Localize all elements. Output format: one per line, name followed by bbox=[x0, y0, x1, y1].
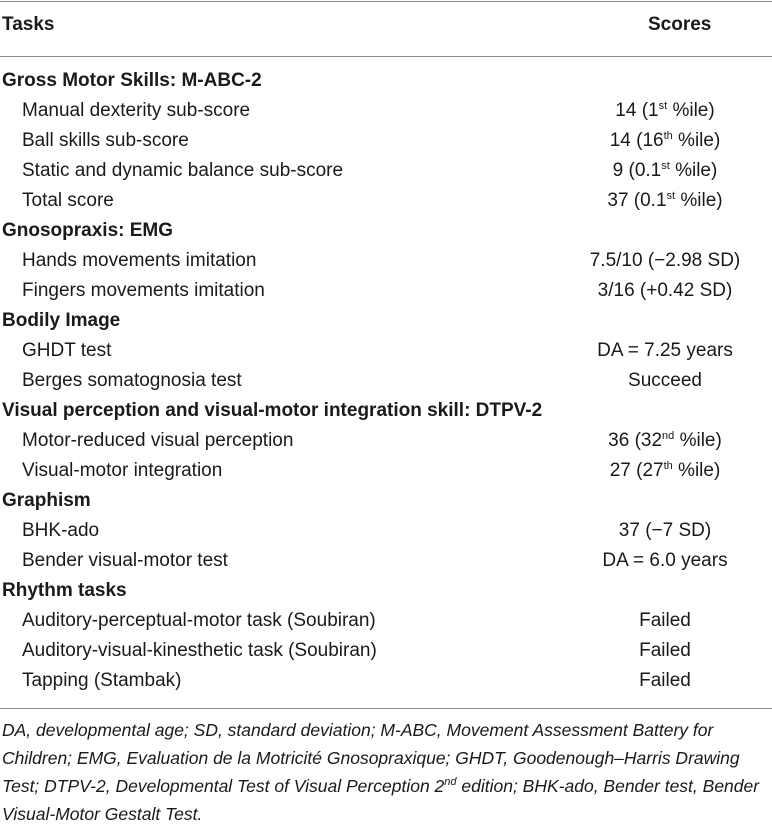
table-row bbox=[0, 96, 772, 126]
task-label: Tapping (Stambak) bbox=[22, 670, 182, 691]
score-percentile-text: %ile) bbox=[667, 100, 715, 121]
score-percentile-text: %ile) bbox=[675, 190, 723, 211]
section-title: Visual perception and visual-motor integration skill: DTPV-2 bbox=[2, 400, 543, 421]
header-bottom-rule bbox=[0, 56, 772, 57]
score-value bbox=[560, 456, 770, 486]
score-ordinal-suffix: th bbox=[663, 130, 673, 142]
score-value bbox=[560, 336, 770, 366]
footnote-text-part2: edition; BHK-ado, Bender test, Bender Visual-Motor Gestalt Test. bbox=[2, 776, 760, 824]
section-header-row bbox=[0, 306, 772, 336]
task-label: Static and dynamic balance sub-score bbox=[22, 160, 344, 181]
score-ordinal-suffix: nd bbox=[662, 430, 675, 442]
task-label: Auditory-visual-kinesthetic task (Soubiran) bbox=[22, 640, 377, 661]
table-header bbox=[0, 14, 772, 44]
score-text: Failed bbox=[639, 610, 691, 631]
score-text: 9 (0.1 bbox=[612, 160, 662, 181]
table-row bbox=[0, 336, 772, 366]
table-row bbox=[0, 246, 772, 276]
score-percentile-text: %ile) bbox=[672, 460, 721, 481]
score-ordinal-suffix: st bbox=[661, 160, 670, 172]
score-ordinal-suffix: th bbox=[663, 460, 673, 472]
table-row bbox=[0, 636, 772, 666]
score-text: 37 (−7 SD) bbox=[618, 520, 712, 541]
score-text: Succeed bbox=[628, 370, 702, 391]
task-label: Berges somatognosia test bbox=[22, 370, 242, 391]
section-title: Gross Motor Skills: M-ABC-2 bbox=[2, 70, 262, 91]
score-value bbox=[560, 126, 770, 156]
score-value bbox=[560, 186, 770, 216]
task-label: Auditory-perceptual-motor task (Soubiran) bbox=[22, 610, 376, 631]
score-value bbox=[560, 366, 770, 396]
score-value bbox=[560, 666, 770, 696]
score-text: Failed bbox=[639, 670, 691, 691]
score-value bbox=[560, 636, 770, 666]
table-row bbox=[0, 426, 772, 456]
table-row bbox=[0, 456, 772, 486]
score-text: 37 (0.1 bbox=[607, 190, 667, 211]
task-label: Fingers movements imitation bbox=[22, 280, 265, 301]
section-title: Rhythm tasks bbox=[2, 580, 127, 601]
section-header-row bbox=[0, 216, 772, 246]
table-row bbox=[0, 186, 772, 216]
score-text: 36 (32 bbox=[608, 430, 663, 451]
score-value bbox=[560, 96, 770, 126]
task-label: Ball skills sub-score bbox=[22, 130, 189, 151]
score-value bbox=[560, 276, 770, 306]
score-text: DA = 6.0 years bbox=[602, 550, 728, 571]
table-top-rule bbox=[0, 1, 772, 2]
score-text: DA = 7.25 years bbox=[597, 340, 733, 361]
score-value bbox=[560, 156, 770, 186]
score-text: 7.5/10 (−2.98 SD) bbox=[589, 250, 741, 271]
table-row bbox=[0, 156, 772, 186]
score-value bbox=[560, 546, 770, 576]
section-title: Graphism bbox=[2, 490, 91, 511]
section-title: Bodily Image bbox=[2, 310, 121, 331]
table-row bbox=[0, 666, 772, 696]
table-bottom-rule bbox=[0, 708, 772, 709]
score-text: 27 (27 bbox=[609, 460, 664, 481]
task-label: GHDT test bbox=[22, 340, 112, 361]
score-value bbox=[560, 246, 770, 276]
task-label: Visual-motor integration bbox=[22, 460, 223, 481]
table-body bbox=[0, 66, 772, 696]
task-label: Motor-reduced visual perception bbox=[22, 430, 294, 451]
score-percentile-text: %ile) bbox=[669, 160, 718, 181]
score-value bbox=[560, 516, 770, 546]
score-value bbox=[560, 606, 770, 636]
table-row bbox=[0, 606, 772, 636]
header-tasks: Tasks bbox=[2, 14, 55, 35]
task-label: BHK-ado bbox=[22, 520, 100, 541]
score-percentile-text: %ile) bbox=[674, 430, 722, 451]
task-label: Bender visual-motor test bbox=[22, 550, 228, 571]
task-label: Hands movements imitation bbox=[22, 250, 257, 271]
footnote-superscript: nd bbox=[444, 776, 457, 788]
table-row bbox=[0, 546, 772, 576]
score-text: 14 (1 bbox=[615, 100, 659, 121]
table-row bbox=[0, 276, 772, 306]
table-row bbox=[0, 126, 772, 156]
section-header-row bbox=[0, 66, 772, 96]
footnote-text-part1: DA, developmental age; SD, standard deviation; M-ABC, Movement Assessment Battery for Children; EMG, Evaluation de la Motricité Gnosopraxique; GHDT, Goodenough–Harris Drawing Test; DTPV-2, Developmental Test of Visual Perception 2 bbox=[2, 720, 740, 796]
section-header-row bbox=[0, 576, 772, 606]
section-header-row bbox=[0, 396, 772, 426]
header-scores: Scores bbox=[648, 14, 712, 35]
table-row bbox=[0, 516, 772, 546]
score-value bbox=[560, 426, 770, 456]
task-label: Manual dexterity sub-score bbox=[22, 100, 251, 121]
score-text: 14 (16 bbox=[609, 130, 664, 151]
score-text: 3/16 (+0.42 SD) bbox=[597, 280, 733, 301]
table-row bbox=[0, 366, 772, 396]
score-percentile-text: %ile) bbox=[672, 130, 721, 151]
section-header-row bbox=[0, 486, 772, 516]
score-ordinal-suffix: st bbox=[666, 190, 676, 202]
section-title: Gnosopraxis: EMG bbox=[2, 220, 174, 241]
task-label: Total score bbox=[22, 190, 114, 211]
score-ordinal-suffix: st bbox=[658, 100, 668, 112]
table-footnote bbox=[2, 716, 762, 828]
score-text: Failed bbox=[639, 640, 691, 661]
